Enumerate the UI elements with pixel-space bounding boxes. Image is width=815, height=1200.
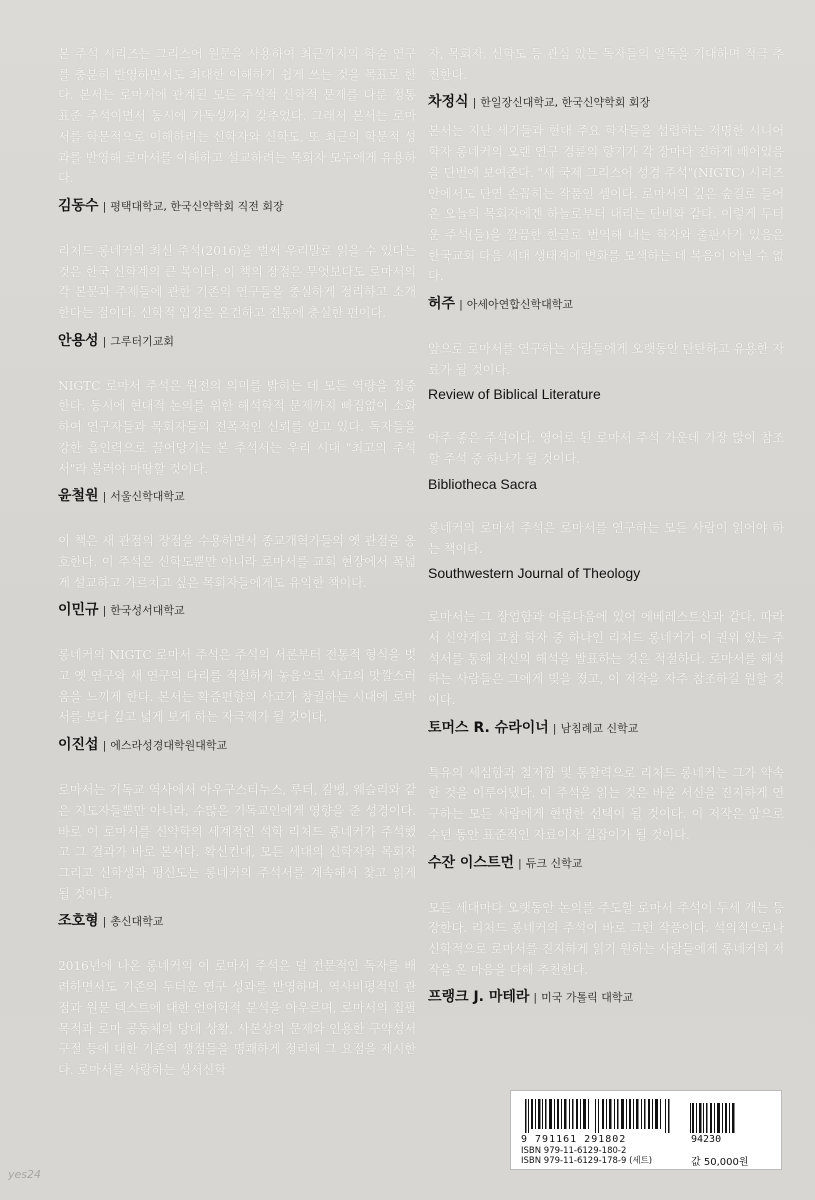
endorser	[58, 910, 416, 930]
separator: |	[459, 298, 463, 312]
endorser	[58, 330, 416, 350]
isbn-barcode-box	[510, 1090, 782, 1170]
endorsement	[428, 607, 784, 737]
endorser-name: 조호형	[58, 913, 99, 930]
endorser	[428, 91, 784, 111]
endorsement-text: 모든 세대마다 오랫동안 논의를 주도할 로마서 주석이 두세 개는 등장한다. 리처드 롱네커의 주석이 바로 그런 작품이다. 석의적으로나 신학적으로 로마서를 진지하게 읽기 원하는 사람들에게 롱네커의 저작을 온 마음을 다해 추천한다.	[428, 899, 784, 977]
endorsement-text: 자, 목회자, 신학도 등 관심 있는 독자들의 일독을 기대하며 적극 추천한다.	[428, 46, 784, 82]
barcode-icon	[523, 1099, 673, 1133]
endorsement	[58, 956, 416, 1080]
price: 값 50,000원	[691, 1157, 749, 1168]
endorser-affiliation: 에스라성경대학원대학교	[110, 739, 228, 753]
separator: |	[102, 334, 107, 348]
endorser-name: 윤철원	[58, 488, 99, 505]
endorser-affiliation: 남침례교 신학교	[560, 721, 639, 735]
endorsement	[58, 241, 416, 350]
endorser-name: 이진섭	[58, 737, 99, 754]
endorser	[58, 734, 416, 754]
endorser-name: 김동수	[58, 197, 99, 214]
endorser-name: 프랭크 J. 마테라	[428, 989, 530, 1006]
endorser-name: 수잔 이스트먼	[428, 854, 515, 871]
endorser-name: 안용성	[58, 332, 99, 349]
left-column	[58, 44, 416, 1107]
endorsement-text: 특유의 세심함과 철저함 및 통찰력으로 리처드 롱네커는 그가 약속한 것을 이루어냈다. 이 주석을 읽는 것은 바울 서신을 진지하게 연구하는 모든 사람에게 현명한 선택이 될 것이다. 이 저작은 앞으로 수년 동안 표준적인 자료이자 길잡이가 될 것이다.	[428, 764, 784, 842]
review-source: Review of Biblical Literature	[428, 386, 601, 403]
endorsement	[58, 44, 416, 215]
isbn-single: ISBN 979-11-6129-180-2	[521, 1146, 627, 1156]
endorser-affiliation: 한일장신대학교, 한국신약학회 회장	[480, 96, 651, 110]
endorsement-text: 이 책은 새 관점의 장점을 수용하면서 종교개혁가들의 옛 관점을 옹호한다. 이 주석은 신학도뿐만 아니라 로마서를 교회 현장에서 폭넓게 설교하고 가르치고 싶은 목회자들에게도 유익한 책이다.	[58, 533, 416, 590]
endorsement	[58, 780, 416, 930]
endorser-affiliation: 총신대학교	[110, 915, 164, 929]
endorsement-text: 앞으로 로마서를 연구하는 사람들에게 오랫동안 탄탄하고 유용한 자료가 될 것이다.	[428, 341, 784, 377]
right-column	[428, 44, 784, 1032]
endorsement	[428, 339, 784, 402]
endorsement	[428, 428, 784, 491]
endorsement-text: 본 주석 시리즈는 그리스어 원문을 사용하여 최근까지의 학술 연구를 충분히 반영하면서도 최대한 이해하기 쉽게 쓰는 것을 목표로 한다. 본서는 로마서에 관계된 모든 주석적 신학적 문제를 다룬 정통 표준 주석이면서 동시에 가독성까지 갖추었다. 그래서 본서는 로마서를 학문적으로 이해하려는 신학자와 신학도, 또 최근의 학문적 성과를 반영해 로마서를 이해하고 설교하려는 목회자 모두에게 유용하다.	[58, 46, 416, 186]
endorsement-text: 로마서는 그 장엄함과 아름다움에 있어 에베레스트산과 같다. 따라서 신약계의 고참 학자 중 하나인 리처드 롱네커가 이 권위 있는 주석서를 통해 자신의 해석을 발표하는 것은 적절하다. 로마서를 해석하는 사람들은 그에게 빚을 졌고, 이 저작을 자주 참조하길 원할 것이다.	[428, 609, 784, 708]
isbn-lines	[521, 1146, 652, 1166]
endorser	[428, 852, 784, 872]
separator: |	[472, 96, 477, 110]
endorser-name: 토머스 R. 슈라이너	[428, 719, 549, 736]
endorser-name: 이민규	[58, 602, 99, 619]
separator: |	[102, 739, 107, 753]
endorser-affiliation: 한국성서대학교	[110, 604, 185, 618]
endorser	[428, 293, 784, 313]
endorser	[58, 195, 416, 215]
endorsement-text: 롱네커의 로마서 주석은 로마서를 연구하는 모든 사람이 읽어야 하는 책이다.	[428, 519, 784, 556]
watermark: yes24	[8, 1168, 42, 1181]
separator: |	[102, 199, 107, 213]
endorser-name: 차정식	[428, 94, 469, 111]
review-source: Bibliotheca Sacra	[428, 475, 537, 492]
review-source: Southwestern Journal of Theology	[428, 565, 641, 582]
endorsement	[58, 376, 416, 506]
endorsement	[428, 763, 784, 872]
endorsement-text: 롱네커의 NIGTC 로마서 주석은 주석의 서론부터 전통적 형식을 벗고 옛 연구와 새 연구의 다리를 적절하게 놓음으로 사고의 맛깔스러움을 느끼게 한다. 본서는 확증편향의 사고가 창궐하는 시대에 로마서를 보다 깊고 넓게 보게 하는 자극제가 될 것이다.	[58, 647, 416, 725]
endorsement	[428, 518, 784, 581]
separator: |	[102, 915, 107, 929]
separator: |	[102, 490, 107, 504]
barcode-digits: 9 791161 291802	[521, 1134, 627, 1145]
endorser-affiliation: 그루터기교회	[110, 334, 175, 348]
endorsement	[58, 645, 416, 754]
endorser-affiliation: 미국 가톨릭 대학교	[541, 991, 634, 1005]
separator: |	[518, 856, 522, 870]
endorser-affiliation: 평택대학교, 한국신약학회 직전 회장	[110, 199, 284, 213]
endorsement-text: 리처드 롱네커의 최신 주석(2016)을 벌써 우리말로 읽을 수 있다는 것은 한국 신학계의 큰 복이다. 이 책의 장점은 무엇보다도 로마서의 각 본문과 주제들에 관한 기존의 연구들을 충실하게 정리하고 소개한다는 점이다. 신학적 입장은 온건하고 전통에 충실한 편이다.	[58, 242, 416, 321]
endorser-affiliation: 아세아연합신학대학교	[466, 298, 574, 312]
separator: |	[102, 604, 107, 618]
endorsement-text: 2016년에 나온 롱네커의 이 로마서 주석은 덜 전문적인 독자를 배려하면서도 기존의 두터운 연구 성과를 반영하며, 역사비평적인 관점과 원문 텍스트에 대한 언어학적 분석을 아우르며, 로마서의 집필 목적과 로마 공동체의 당대 상황, 사본상의 문제와 인용한 구약성서 구절 등에 대한 기존의 쟁점들을 명쾌하게 정리해 그 요점을 제시한다. 로마서를 사랑하는 성서신학	[58, 958, 416, 1077]
endorser-name: 허주	[428, 296, 456, 313]
endorser-affiliation: 듀크 신학교	[525, 856, 583, 870]
endorsement	[428, 121, 784, 313]
isbn-set: ISBN 979-11-6129-178-9 (세트)	[521, 1156, 653, 1166]
endorsement-text: NIGTC 로마서 주석은 원전의 의미를 밝히는 데 모든 역량을 집중한다. 동시에 현대적 논의를 위한 해석학적 문제까지 빠짐없이 소화하여 연구자들과 목회자들의 전폭적인 신뢰를 얻고 있다. 독자들을 강한 흡인력으로 끌어당기는 본 주석서는 우리 시대 "최고의 주석서"라 불러야 마땅할 것이다.	[58, 377, 416, 476]
separator: |	[552, 721, 557, 735]
endorsement	[58, 531, 416, 619]
endorser	[58, 485, 416, 505]
endorser	[58, 599, 416, 619]
endorsement-continuation	[428, 44, 784, 111]
endorser	[428, 986, 784, 1006]
endorsement	[428, 898, 784, 1007]
endorser-affiliation: 서울신학대학교	[110, 490, 185, 504]
addon-digits: 94230	[691, 1134, 722, 1145]
separator: |	[533, 991, 538, 1005]
endorsement-text: 본서는 지난 세기들과 현대 주요 학자들을 섭렵하는 저명한 시니어 학자 롱네커의 오랜 연구 경륜의 향기가 각 장마다 진하게 배어있음을 단번에 보여준다. "새 국제 그리스어 성경 주석"(NIGTC) 시리즈 안에서도 단연 손꼽히는 작품인 셈이다. 로마서의 깊은 숲길로 들어온 오늘의 목회자에겐 하늘로부터 내리는 단비와 같다. 이렇게 두터운 주석(들)을 깔끔한 한글로 번역해 내는 학자와 출판사가 있음은 한국교회 다음 세대 생태계에 변화를 모색하는 데 복음이 아닐 수 없다.	[428, 123, 784, 284]
addon-barcode-icon	[689, 1099, 737, 1133]
endorsement-text: 로마서는 기독교 역사에서 아우구스티누스, 루터, 칼뱅, 웨슬리와 같은 지도자들뿐만 아니라, 수많은 기독교인에게 영향을 준 성경이다. 바로 이 로마서를 신약학의 세계적인 석학 리처드 롱네커가 주석했고 그 결과가 바로 본서다. 확신컨대, 모든 세대의 신학자와 목회자 그리고 신학생과 평신도는 롱네커의 주석서를 계속해서 찾고 읽게 될 것이다.	[58, 782, 416, 901]
endorsement-text: 아주 좋은 주석이다. 영어로 된 로마서 주석 가운데 가장 많이 참조할 주석 중 하나가 될 것이다.	[428, 430, 784, 467]
endorser	[428, 717, 784, 737]
